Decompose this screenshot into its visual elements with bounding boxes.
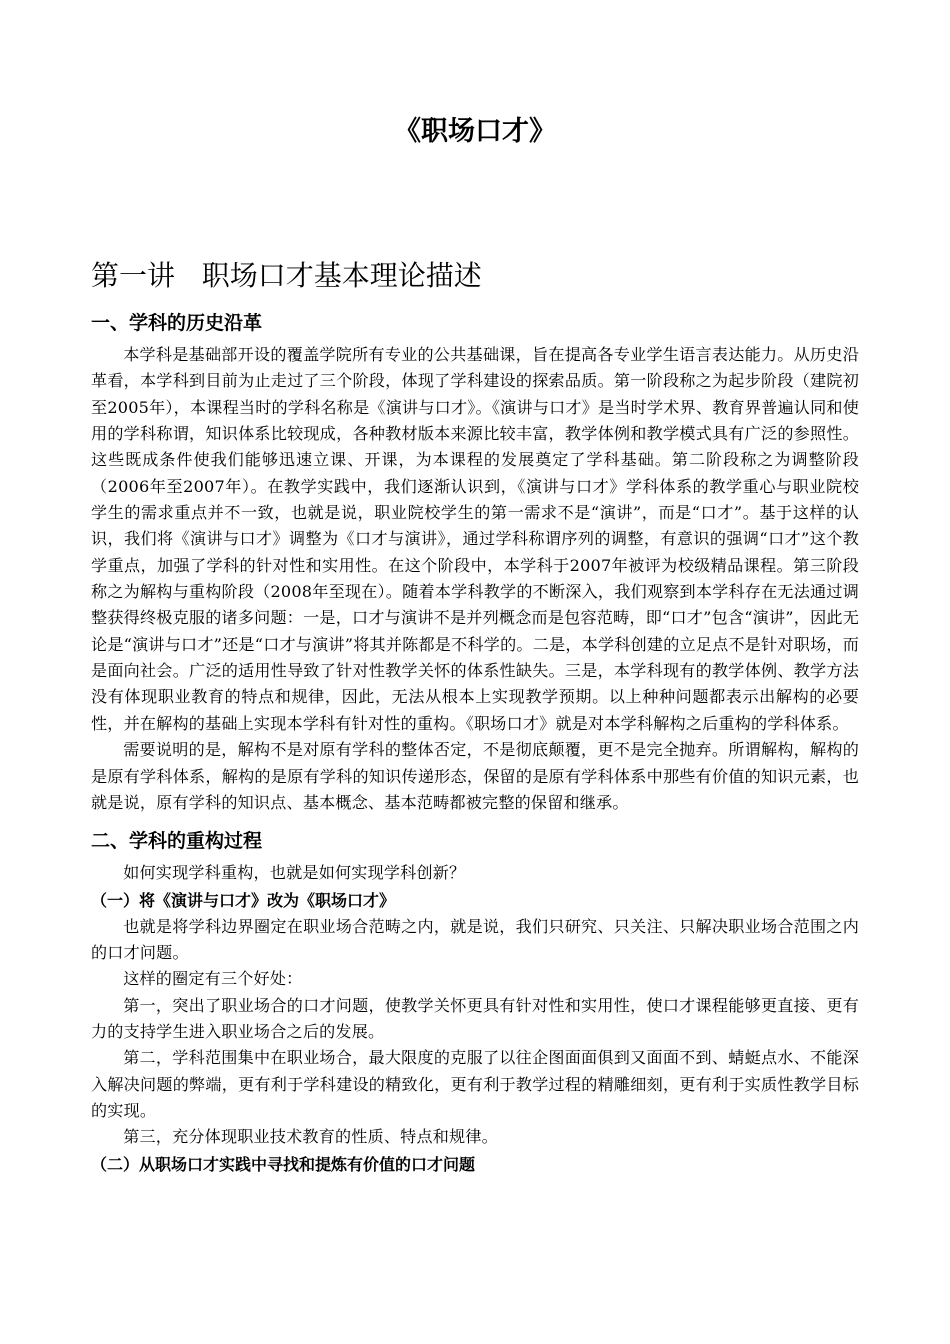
paragraph: 这样的圈定有三个好处： [123,969,303,989]
paragraph: 需要说明的是，解构不是对原有学科的整体否定，不是彻底颠覆，更不是完全抛弃。所谓解构，解构的是原有学科体系，解构的是原有学科的知识传递形态，保留的是原有学科体系中那些有价值的知识元素，也就是说，原有学科的知识点、基本概念、基本范畴都被完整的保留和继承。 [91,740,859,812]
paragraph: 本学科是基础部开设的覆盖学院所有专业的公共基础课，旨在提高各专业学生语言表达能力。从历史沿革看，本学科到目前为止走过了三个阶段，体现了学科建设的探索品质。第一阶段称之为起步阶段（建院初至2005年），本课程当时的学科名称是《演讲与口才》。《演讲与口才》是当时学术界、教育界普遍认同和使用的学科称谓，知识体系比较现成，各种教材版本来源比较丰富，教学体例和教学模式具有广泛的参照性。这些既成条件使我们能够迅速立课、开课，为本课程的发展奠定了学科基础。第二阶段称之为调整阶段（2006年至2007年）。在教学实践中，我们逐渐认识到，《演讲与口才》学科体系的教学重心与职业院校学生的需求重点并不一致，也就是说，职业院校学生的第一需求不是“演讲”，而是“口才”。基于这样的认识，我们将《演讲与口才》调整为《口才与演讲》，通过学科称谓序列的调整，有意识的强调“口才”这个教学重点，加强了学科的针对性和实用性。在这个阶段中，本学科于2007年被评为校级精品课程。第三阶段称之为解构与重构阶段（2008年至现在）。随着本学科教学的不断深入，我们观察到本学科存在无法通过调整获得终极克服的诸多问题：一是，口才与演讲不是并列概念而是包容范畴，即“口才”包含“演讲”，因此无论是“演讲与口才”还是“口才与演讲”将其并陈都是不科学的。二是，本学科创建的立足点不是针对职场，而是面向社会。广泛的适用性导致了针对性教学关怀的体系性缺失。三是，本学科现有的教学体例、教学方法没有体现职业教育的特点和规律，因此，无法从根本上实现教学预期。以上种种问题都表示出解构的必要性，并在解构的基础上实现本学科有针对性的重构。《职场口才》就是对本学科解构之后重构的学科体系。 [91,345,859,733]
lecture-title: 第一讲 职场口才基本理论描述 [91,259,482,292]
paragraph: 如何实现学科重构，也就是如何实现学科创新？ [123,863,466,883]
paragraph: 第二，学科范围集中在职业场合，最大限度的克服了以往企图面面俱到又面面不到、蜻蜓点水、不能深入解决问题的弊端，更有利于学科建设的精致化，更有利于教学过程的精雕细刻，更有利于实质性教学目标的实现。 [91,1048,859,1120]
subsection-heading: （二）从职场口才实践中寻找和提炼有价值的口才问题 [91,1154,476,1174]
subsection-heading: （一）将《演讲与口才》改为《职场口才》 [91,890,396,910]
paragraph: 第一，突出了职业场合的口才问题，使教学关怀更具有针对性和实用性，使口才课程能够更直接、更有力的支持学生进入职业场合之后的发展。 [91,995,859,1041]
document-title: 《职场口才》 [394,116,556,147]
document-body [91,256,859,1178]
section-heading-history: 一、学科的历史沿革 [91,312,263,334]
paragraph: 也就是将学科边界圈定在职业场合范畴之内，就是说，我们只研究、只关注、只解决职业场合范围之内的口才问题。 [91,916,859,962]
section-heading-reconstruction: 二、学科的重构过程 [91,830,263,853]
paragraph: 第三，充分体现职业技术教育的性质、特点和规律。 [123,1127,498,1147]
